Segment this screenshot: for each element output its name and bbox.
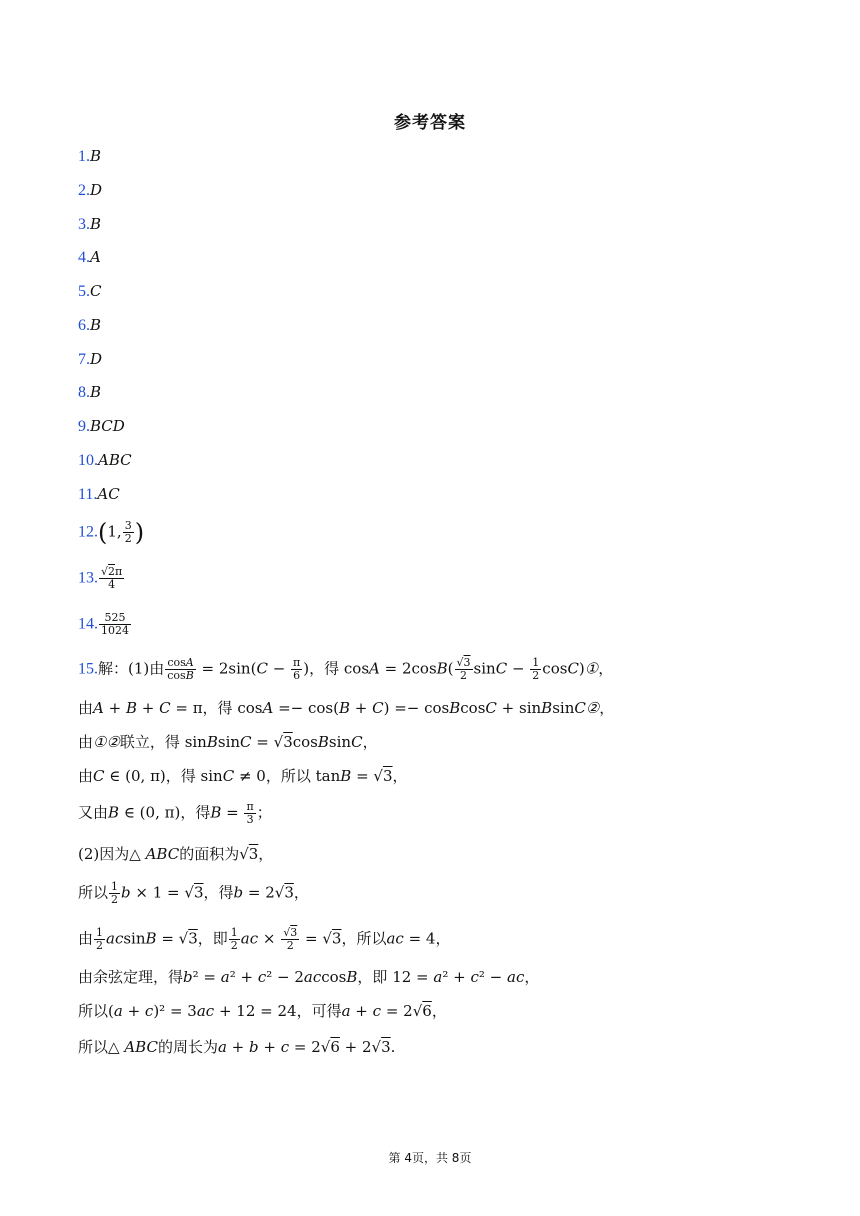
solution-line-10: 所以(a + c)² = 3ac + 12 = 24，可得a + c = 2√6， [78,1002,447,1020]
solution-line-3: 由①②联立，得 sinBsinC = √3cosBsinC， [78,733,378,751]
solution-line-6: (2)因为△ ABC的面积为√3， [78,845,274,863]
answer-10: 10.ABC [78,451,132,469]
solution-line-5: 又由B ∈ (0, π)，得B = $\frac{\pi}{3}$ ； [78,800,272,826]
page-title: 参考答案 [394,113,466,133]
solution-line-4: 由C ∈ (0, π)，得 sinC ≠ 0，所以 tanB = √3， [78,767,408,785]
answer-5: 5.C [78,282,102,300]
answer-7: 7.D [78,350,103,368]
answer-1: 1.B [78,147,102,165]
solution-line-2: 由A + B + C = π，得 cosA =− cos(B + C) =− cosBcosC + sinBsinC②， [78,699,615,717]
answer-4: 4.A [78,248,101,266]
answer-14: 14. $\frac{525}{1024}$ [78,611,129,637]
solution-line-11: 所以△ ABC的周长为a + b + c = 2√6 + 2√3. [78,1038,396,1056]
answer-6: 6.B [78,316,102,334]
solution-line-8: 由 $\frac{1}{2}$ acsinB = √3，即 $\frac{1}{2}$ ac × $\frac{√3}{2}$ = √3，所以ac = 4， [78,926,451,952]
solution-line-1: 15.解：(1)由 $\frac{\cos A}{\cos B}$ = 2sin(C − $\frac{\pi}{6}$ )，得 cosA = 2cosB( $\frac{√3}{2}$ sinC − $\frac{1}{2}$ cosC)①， [78,656,614,682]
answer-13: 13. $\frac{√2\pi}{4}$ [78,565,123,591]
answer-2: 2.D [78,181,103,199]
answer-12: 12.(1, $\frac{3}{2}$ ) [78,518,145,547]
solution-line-7: 所以 $\frac{1}{2}$ b × 1 = √3，得b = 2√3， [78,880,309,906]
page-footer: 第 4页，共 8页 [388,1151,472,1165]
answer-9: 9.BCD [78,417,125,435]
answer-8: 8.B [78,383,102,401]
solution-line-9: 由余弦定理，得b² = a² + c² − 2accosB，即 12 = a² + c² − ac， [78,968,540,986]
answer-11: 11.AC [78,485,120,503]
answer-3: 3.B [78,215,102,233]
